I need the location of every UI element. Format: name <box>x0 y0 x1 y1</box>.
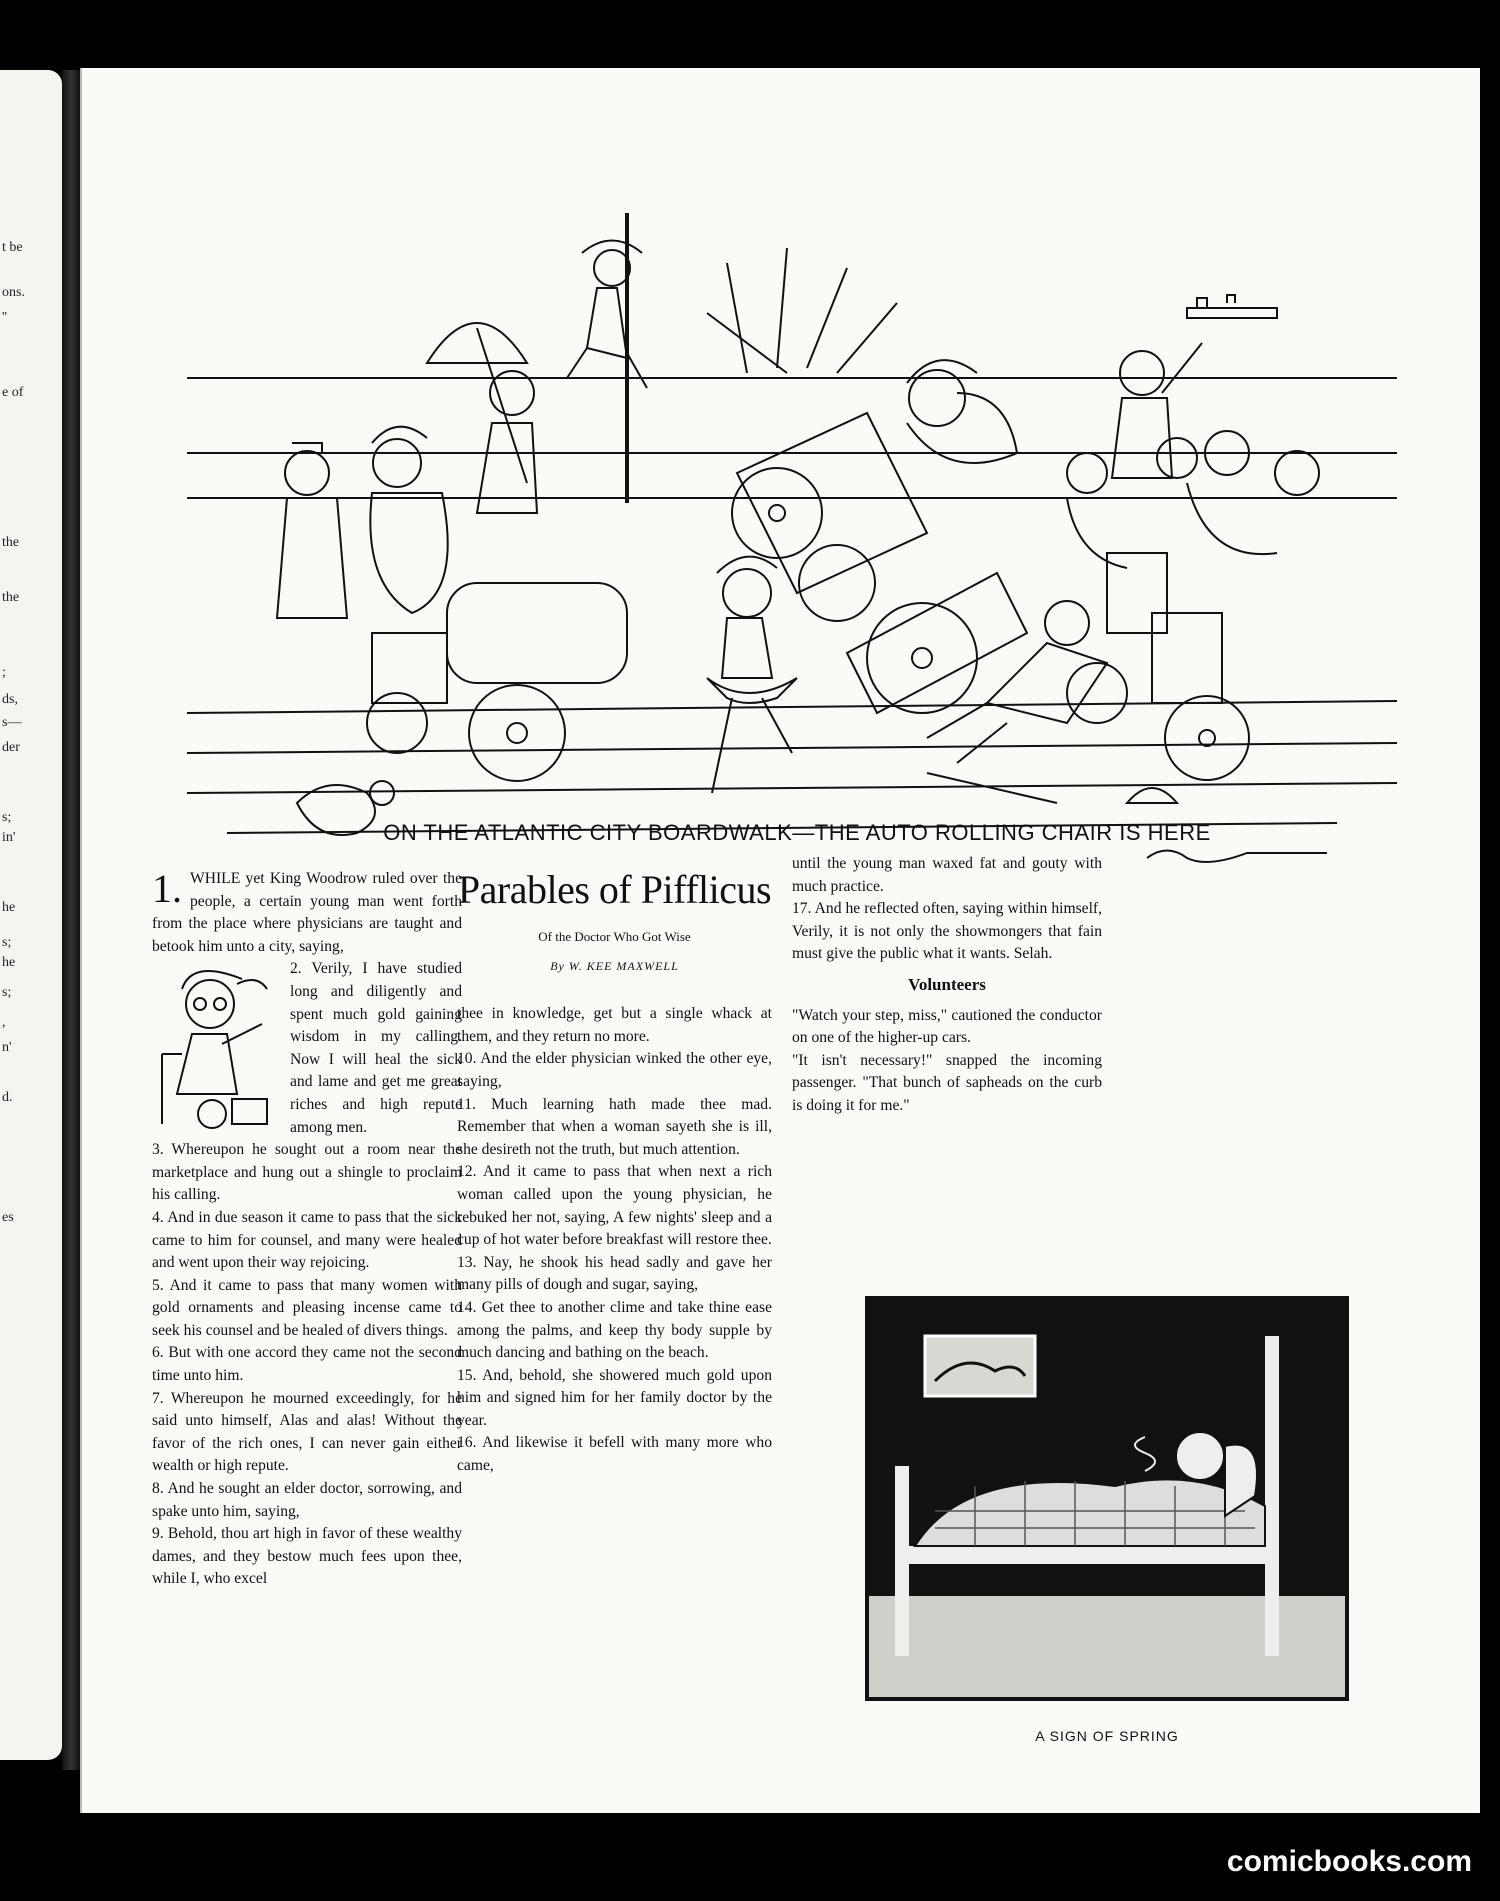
article-paragraph: 5. And it came to pass that many women with gold ornaments and pleasing incense came to seek his counsel and be healed of divers things. <box>152 1276 462 1339</box>
previous-page-text-fragment: '' <box>2 310 8 325</box>
previous-page-text-fragment: in' <box>2 830 16 845</box>
cartoon-headline: ON THE ATLANTIC CITY BOARDWALK—THE AUTO ROLLING CHAIR IS HERE <box>383 820 1211 845</box>
article-paragraph: 4. And in due season it came to pass that the sick came to him for counsel, and many were healed and went upon their way rejoicing. <box>152 1208 462 1272</box>
previous-page-text-fragment: , <box>2 1015 6 1030</box>
article-paragraph: 2. Verily, I have studied long and diligently and spent much gold gaining wisdom in my calling. Now I will heal the sick and lame and get me great riches and high repute among men. <box>290 960 462 1136</box>
article-paragraph: 9. Behold, thou art high in favor of these wealthy dames, and they bestow much fees upon thee, while I, who excel <box>152 1525 462 1588</box>
spring-cartoon-caption: A SIGN OF SPRING <box>1035 1728 1179 1744</box>
volunteers-paragraph: "It isn't necessary!" snapped the incoming passenger. "That bunch of sapheads on the curb is doing it for me." <box>792 1051 1102 1114</box>
article-paragraph: thee in knowledge, get but a single whack at them, and they return no more. <box>457 1005 772 1045</box>
boardwalk-cartoon-illustration <box>187 153 1397 888</box>
lead-text: WHILE yet King Woodrow ruled over the people, a certain young man went forth from the place where physicians are taught and betook him unto a city, saying, <box>152 870 462 955</box>
article-paragraph: 7. Whereupon he mourned exceedingly, for he said unto himself, Alas and alas! Without the favor of the rich ones, I can never gain either wealth or high repute. <box>152 1389 462 1475</box>
previous-page-text-fragment: the <box>2 535 20 550</box>
previous-page-text-fragment: s; <box>2 810 12 825</box>
article-paragraph: 8. And he sought an elder doctor, sorrowing, and spake unto him, saying, <box>152 1480 462 1520</box>
article-paragraph: 15. And, behold, she showered much gold upon him and signed him for her family doctor by the year. <box>457 1366 772 1429</box>
volunteers-heading: Volunteers <box>908 974 986 994</box>
drop-cap: 1. <box>152 866 182 911</box>
article-paragraph: 10. And the elder physician winked the other eye, saying, <box>457 1050 772 1090</box>
article-paragraph: 13. Nay, he shook his head sadly and gave her many pills of dough and sugar, saying, <box>457 1253 772 1294</box>
previous-page-text-fragment: der <box>2 740 20 755</box>
previous-page-text-fragment: he <box>2 955 16 970</box>
previous-page-text-fragment: s; <box>2 985 12 1000</box>
volunteers-paragraph: "Watch your step, miss," cautioned the conductor on one of the higher-up cars. <box>792 1006 1102 1047</box>
article-paragraph: 3. Whereupon he sought out a room near the marketplace and hung out a shingle to proclaim his calling. <box>152 1141 462 1204</box>
magazine-page <box>80 68 1480 1813</box>
previous-page-text-fragment: d. <box>2 1090 13 1105</box>
previous-page-text-fragment: he <box>2 900 16 915</box>
article-subtitle: Of the Doctor Who Got Wise <box>538 929 691 944</box>
previous-page-text-fragment: the <box>2 590 20 605</box>
article-column-2 <box>457 868 772 1478</box>
article-paragraph: 17. And he reflected often, saying within himself, Verily, it is not only the showmongers that fain must give the public what it wants. Selah. <box>792 900 1102 963</box>
article-column-3 <box>792 853 1102 1118</box>
article-paragraph: 12. And it came to pass that when next a rich woman called upon the young physician, he rebuked her not, saying, A few nights' sleep and a cup of hot water before breakfast will restore thee. <box>457 1163 772 1249</box>
previous-page-text-fragment: t be <box>2 240 23 255</box>
previous-page-text-fragment: ; <box>2 665 6 680</box>
article-paragraph: 11. Much learning hath made thee mad. Remember that when a woman sayeth she is ill, she desireth not the truth, but much attention. <box>457 1095 772 1158</box>
book-gutter <box>62 70 80 1770</box>
previous-page-text-fragment: s— <box>2 715 22 730</box>
article-lead-paragraph <box>152 868 462 958</box>
article-paragraph: 16. And likewise it befell with many more who came, <box>457 1434 772 1475</box>
previous-page-text-fragment: s; <box>2 935 12 950</box>
spring-cartoon-illustration <box>865 1296 1349 1701</box>
article-column-1 <box>152 868 462 1591</box>
article-title: Parables of Pifflicus <box>457 867 772 912</box>
previous-page-text-fragment: ons. <box>2 285 25 300</box>
article-paragraph: 14. Get thee to another clime and take thine ease among the palms, and keep thy body supple by much dancing and bathing on the beach. <box>457 1298 772 1362</box>
previous-page-text-fragment: n' <box>2 1040 12 1055</box>
previous-page-text-fragment: ds, <box>2 692 18 707</box>
previous-page-text-fragment: e of <box>2 385 24 400</box>
article-paragraph: 6. But with one accord they came not the second time unto him. <box>152 1344 462 1385</box>
previous-page-text-fragment: es <box>2 1210 14 1225</box>
site-watermark: comicbooks.com <box>1226 1845 1472 1878</box>
article-paragraph: until the young man waxed fat and gouty with much practice. <box>792 855 1102 895</box>
article-byline: By W. KEE MAXWELL <box>550 958 679 973</box>
previous-page-edge <box>0 70 62 1760</box>
doctor-portrait-illustration <box>152 964 280 1134</box>
